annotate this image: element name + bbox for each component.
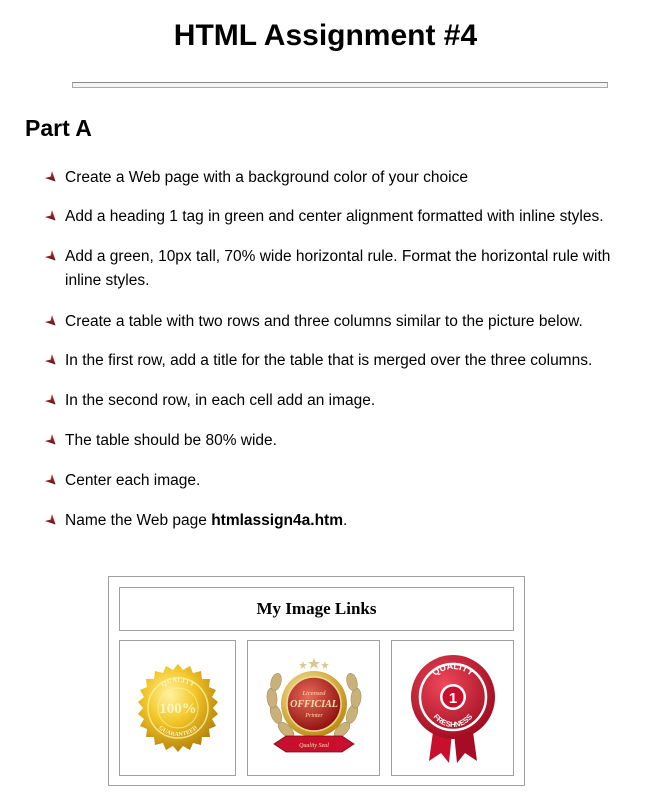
seal-line-1: Licensed <box>301 690 326 697</box>
section-heading: Part A <box>25 115 92 141</box>
list-item <box>44 389 644 413</box>
list-item-text <box>65 509 644 533</box>
list-item-text: Add a heading 1 tag in green and center alignment formatted with inline styles. <box>65 208 604 225</box>
arrow-bullet-icon <box>44 473 60 489</box>
ribbon-text: Quality Seal <box>298 743 329 749</box>
list-item <box>44 205 644 229</box>
image-cell-2 <box>247 640 380 776</box>
list-item <box>44 509 644 533</box>
example-table-figure <box>108 576 525 786</box>
list-item <box>44 349 644 373</box>
list-item-text: Create a Web page with a background color of your choice <box>65 169 468 186</box>
list-item-text: Add a green, 10px tall, 70% wide horizontal rule. Format the horizontal rule with inline styles. <box>65 248 611 289</box>
seal-top-text: QUALITY <box>159 675 196 689</box>
arrow-bullet-icon <box>44 170 60 186</box>
list-item-text: In the first row, add a title for the table that is merged over the three columns. <box>65 352 593 369</box>
arrow-bullet-icon <box>44 433 60 449</box>
table-title-cell: My Image Links <box>119 587 514 631</box>
page-title: HTML Assignment #4 <box>173 19 478 52</box>
list-item-text: The table should be 80% wide. <box>65 432 277 449</box>
seal-bottom-text: FRESHNESS <box>431 712 474 730</box>
list-item-text: Center each image. <box>65 472 201 489</box>
list-item <box>44 245 644 293</box>
list-item <box>44 469 644 493</box>
list-item-text-prefix: Name the Web page <box>65 512 212 529</box>
list-item <box>44 310 644 334</box>
arrow-bullet-icon <box>44 314 60 330</box>
image-cell-3 <box>391 640 514 776</box>
gold-seal-image <box>132 662 224 754</box>
seal-line-2: OFFICIAL <box>289 699 338 710</box>
list-item-text-suffix: . <box>342 512 348 529</box>
list-item <box>44 166 644 190</box>
list-item-text: Create a table with two rows and three columns similar to the picture below. <box>65 313 583 330</box>
seal-bottom-text: GUARANTEED <box>156 725 199 739</box>
arrow-bullet-icon <box>44 513 60 529</box>
list-item <box>44 429 644 453</box>
arrow-bullet-icon <box>44 353 60 369</box>
arrow-bullet-icon <box>44 209 60 225</box>
arrow-bullet-icon <box>44 393 60 409</box>
filename: htmlassign4a.htm <box>211 512 343 529</box>
seal-center-text: 100% <box>158 701 197 717</box>
seal-number: 1 <box>448 690 457 707</box>
horizontal-rule <box>72 82 608 88</box>
list-item-text: In the second row, in each cell add an image. <box>65 392 376 409</box>
image-cell-1 <box>119 640 236 776</box>
official-seal-image <box>258 652 370 764</box>
freshness-seal-image <box>405 649 501 767</box>
seal-top-text: QUALITY <box>429 660 476 678</box>
arrow-bullet-icon <box>44 249 60 265</box>
seal-line-3: Printer <box>304 713 323 719</box>
